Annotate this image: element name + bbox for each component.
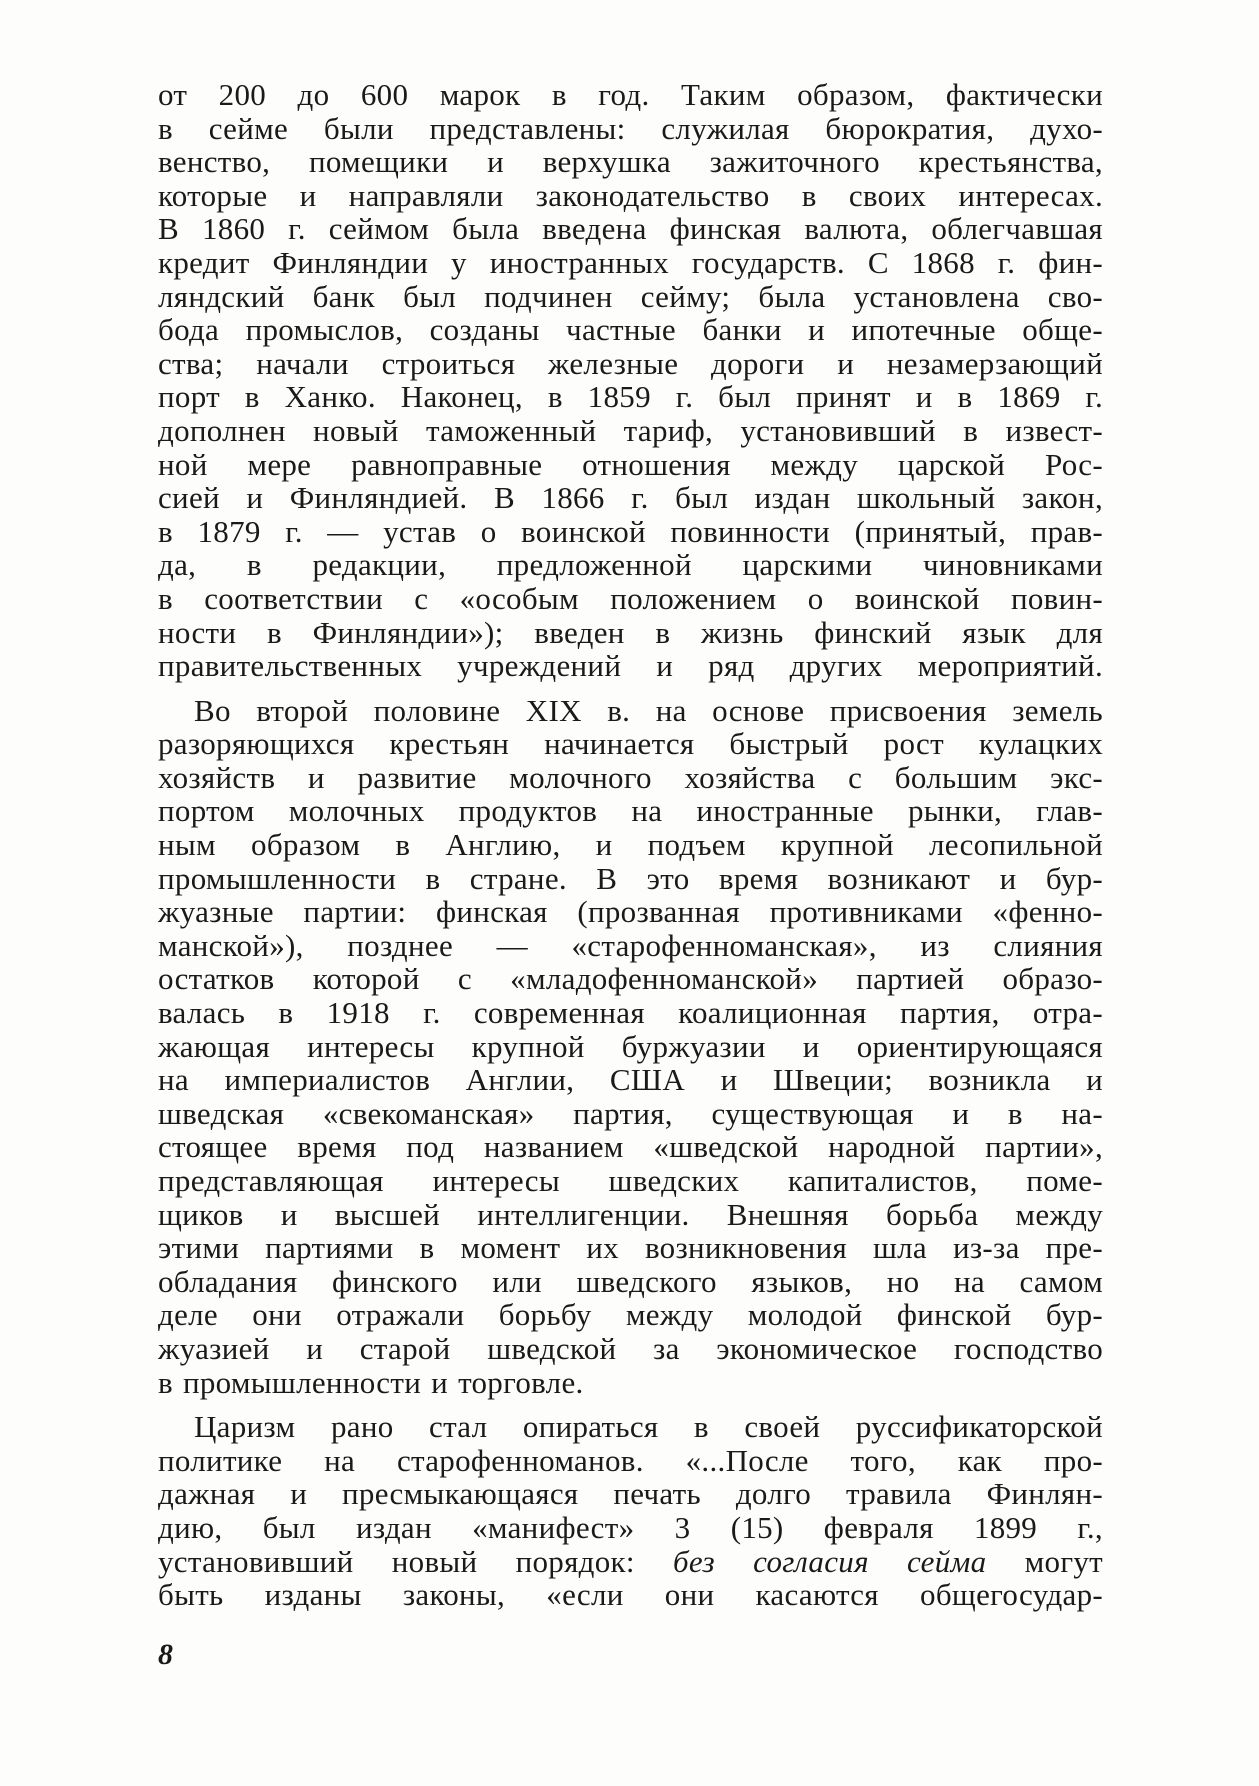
paragraph-2: [158, 694, 1103, 1399]
text-line: Царизм рано стал опираться в своей руссификаторской: [194, 1409, 1103, 1445]
text-line: В 1860 г. сеймом была введена финская валюта, облегчавшая: [158, 211, 1103, 247]
text-line: да, в редакции, предложенной царскими чиновниками: [158, 547, 1103, 583]
text-line: на империалистов Англии, США и Швеции; возникла и: [158, 1062, 1103, 1098]
text-line: ным образом в Англию, и подъем крупной лесопильной: [158, 827, 1103, 863]
text-line: жуазные партии: финская (прозванная противниками «фенно-: [158, 894, 1103, 930]
text-line: хозяйств и развитие молочного хозяйства с большим экс-: [158, 759, 1103, 795]
text-fragment: могут: [986, 1543, 1103, 1579]
text-line: правительственных учреждений и ряд других мероприятий.: [158, 648, 1103, 684]
text-line: дажная и пресмыкающаяся печать долго травила Финлян-: [158, 1476, 1103, 1512]
text-line: стоящее время под названием «шведской народной партии»,: [158, 1129, 1103, 1165]
text-line: от 200 до 600 марок в год. Таким образом, фактически: [158, 77, 1103, 112]
text-line: порт в Ханко. Наконец, в 1859 г. был принят и в 1869 г.: [158, 379, 1103, 415]
body-text: [158, 78, 1103, 1612]
text-line-with-emphasis: [158, 1545, 1103, 1579]
text-line: в сейме были представлены: служилая бюрократия, духо-: [158, 110, 1103, 146]
text-line: Во второй половине XIX в. на основе присвоения земель: [194, 692, 1103, 728]
text-line: этими партиями в момент их возникновения шла из-за пре-: [158, 1230, 1103, 1266]
text-line: дополнен новый таможенный тариф, установивший в извест-: [158, 412, 1103, 448]
text-line: деле они отражали борьбу между молодой финской бур-: [158, 1297, 1103, 1333]
text-line: шведская «свекоманская» партия, существующая и в на-: [158, 1095, 1103, 1131]
text-line: бода промыслов, созданы частные банки и ипотечные обще-: [158, 312, 1103, 348]
text-line: ной мере равноправные отношения между царской Рос-: [158, 446, 1103, 482]
text-line: в промышленности и торговле.: [158, 1364, 584, 1400]
text-fragment: установивший новый порядок:: [158, 1543, 674, 1579]
text-line: в соответствии с «особым положением о воинской повин-: [158, 580, 1103, 616]
text-line: в 1879 г. — устав о воинской повинности (принятый, прав-: [158, 513, 1103, 549]
text-line: манской»), позднее — «старофенноманская», из слияния: [158, 927, 1103, 963]
text-line: дию, был издан «манифест» 3 (15) февраля 1899 г.,: [158, 1509, 1103, 1545]
text-line: обладания финского или шведского языков, но на самом: [158, 1263, 1103, 1299]
text-line: ляндский банк был подчинен сейму; была установлена сво-: [158, 278, 1103, 314]
text-line: остатков которой с «младофенноманской» партией образо-: [158, 961, 1103, 997]
emphasized-text: без согласия сейма: [673, 1543, 987, 1579]
text-line: разоряющихся крестьян начинается быстрый рост кулацких: [158, 726, 1103, 762]
text-line: быть изданы законы, «если они касаются общегосудар-: [158, 1577, 1103, 1613]
text-line: жуазией и старой шведской за экономическое господство: [158, 1330, 1103, 1366]
text-line: сией и Финляндией. В 1866 г. был издан школьный закон,: [158, 480, 1103, 516]
paragraph-1: [158, 78, 1103, 683]
text-line: ности в Финляндии»); введен в жизнь финский язык для: [158, 614, 1103, 650]
text-line: ства; начали строиться железные дороги и незамерзающий: [158, 345, 1103, 381]
text-line: портом молочных продуктов на иностранные рынки, глав-: [158, 793, 1103, 829]
text-line: венство, помещики и верхушка зажиточного крестьянства,: [158, 144, 1103, 180]
text-line: которые и направляли законодательство в своих интересах.: [158, 177, 1103, 213]
paragraph-3: [158, 1410, 1103, 1612]
text-line: политике на старофенноманов. «...После того, как про-: [158, 1442, 1103, 1478]
text-line: щиков и высшей интеллигенции. Внешняя борьба между: [158, 1196, 1103, 1232]
text-line: представляющая интересы шведских капиталистов, поме-: [158, 1163, 1103, 1198]
text-line: валась в 1918 г. современная коалиционная партия, отра-: [158, 995, 1103, 1031]
text-line: кредит Финляндии у иностранных государств. С 1868 г. фин-: [158, 244, 1103, 280]
page-number: 8: [158, 1638, 173, 1671]
text-line: жающая интересы крупной буржуазии и ориентирующаяся: [158, 1028, 1103, 1064]
text-line: промышленности в стране. В это время возникают и бур-: [158, 860, 1103, 896]
